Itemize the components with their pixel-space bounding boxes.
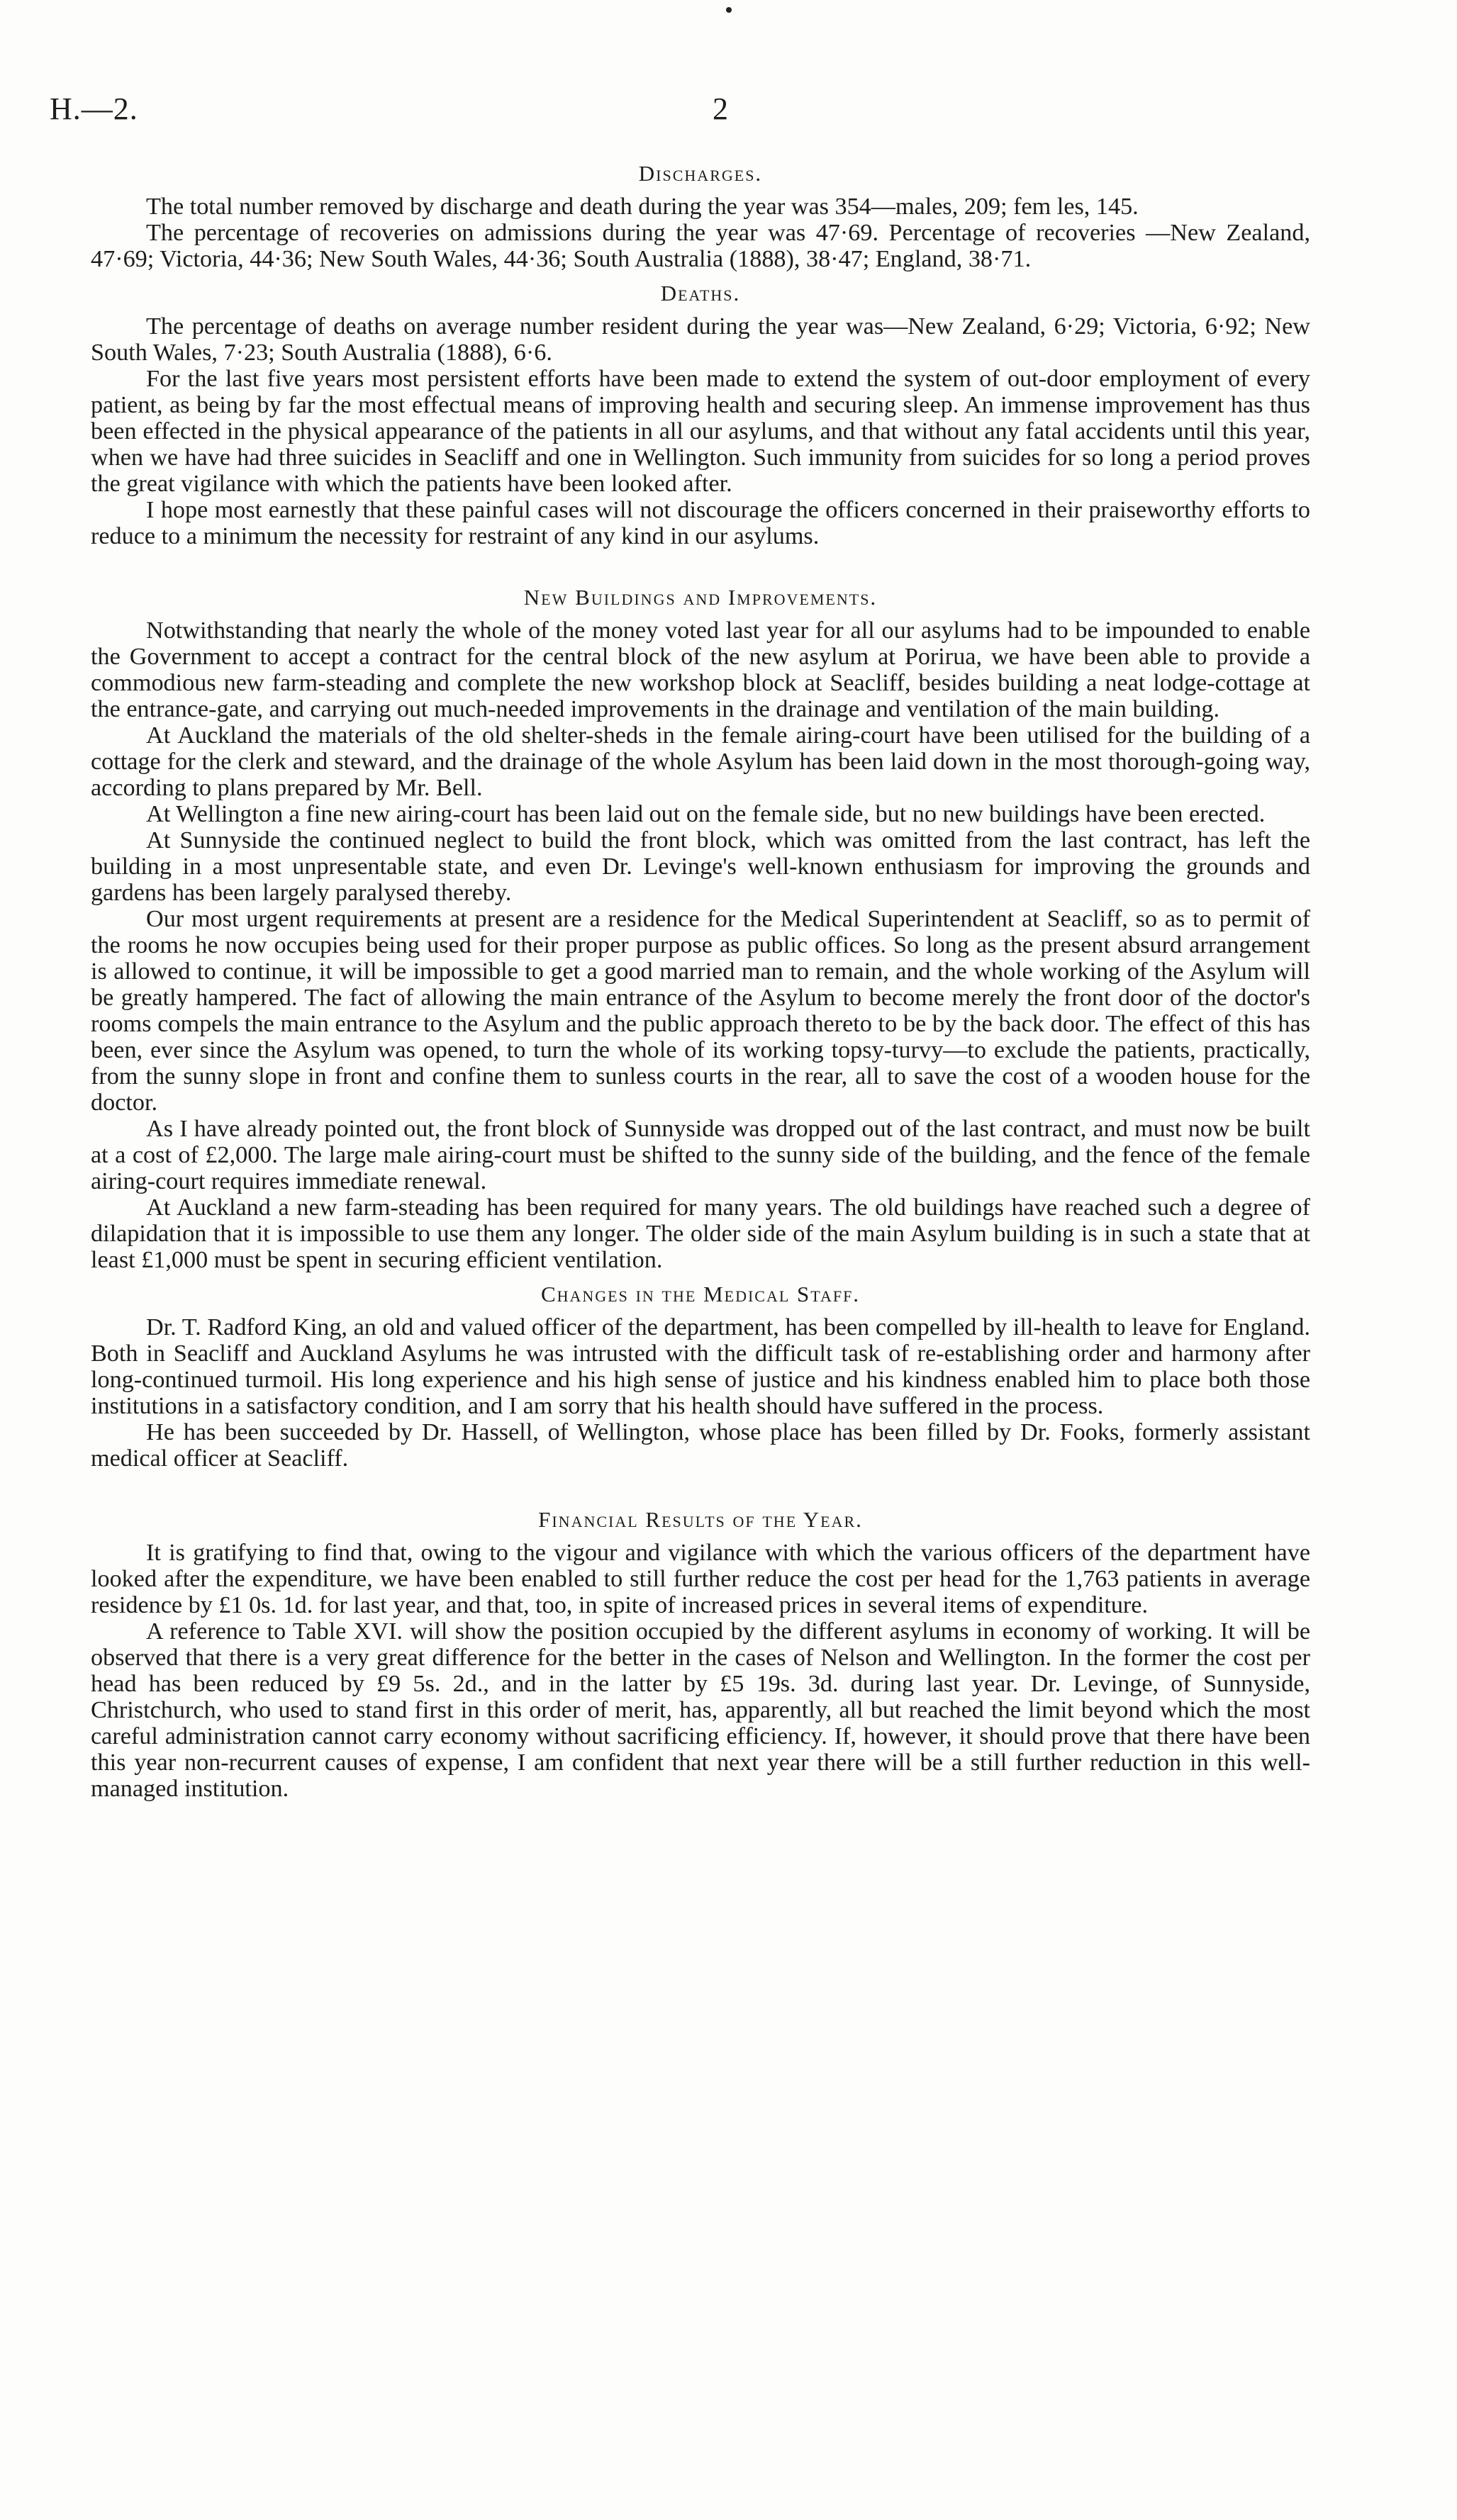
heading-new-buildings: New Buildings and Improvements. xyxy=(523,585,878,610)
page-number: 2 xyxy=(713,91,728,126)
paragraph: As I have already pointed out, the front block of Sunnyside was dropped out of the last contract, and must now be built at a cost of £2,000. The large male airing-court must be shifted to the sunny side of the building, and the fence of the female airing-court requires immediate renewal. xyxy=(91,1116,1310,1194)
paragraph: It is gratifying to find that, owing to the vigour and vigilance with which the various officers of the department have looked after the expenditure, we have been enabled to still further reduce the cost per head for the 1,763 patients in average residence by £1 0s. 1d. for last year, and that, too, in spite of increased prices in several items of expenditure. xyxy=(91,1540,1310,1618)
heading-discharges: Discharges. xyxy=(638,161,763,186)
paragraph: At Wellington a fine new airing-court has been laid out on the female side, but no new buildings have been erected. xyxy=(146,801,1266,827)
paragraph: At Auckland a new farm-steading has been required for many years. The old buildings have reached such a degree of dilapidation that it is impossible to use them any longer. The older side of the main Asylum building is in such a state that at least £1,000 must be spent in securing efficient ventilation. xyxy=(91,1194,1310,1273)
page-header xyxy=(50,91,1400,133)
paragraph: Dr. T. Radford King, an old and valued officer of the department, has been compelled by ill-health to leave for England. Both in Seacliff and Auckland Asylums he was intrusted with the difficult task of re-establishing order and harmony after long-continued turmoil. His long experience and his high sense of justice and his kindness enabled him to place both those institutions in a satisfactory condition, and I am sorry that his health should have suffered in the process. xyxy=(91,1314,1310,1419)
heading-financial-results: Financial Results of the Year. xyxy=(538,1507,863,1532)
paragraph: At Auckland the materials of the old shelter-sheds in the female airing-court have been utilised for the building of a cottage for the clerk and steward, and the drainage of the whole Asylum has been laid down in the most thorough-going way, according to plans prepared by Mr. Bell. xyxy=(91,722,1310,801)
paragraph: For the last five years most persistent efforts have been made to extend the system of out-door employment of every patient, as being by far the most effectual means of improving health and securing sleep. An immense improvement has thus been effected in the physical appearance of the patients in all our asylums, and that without any fatal accidents until this year, when we have had three suicides in Seacliff and one in Wellington. Such immunity from suicides for so long a period proves the great vigilance with which the patients have been looked after. xyxy=(91,366,1310,497)
document-body xyxy=(91,159,1310,1802)
paragraph: Our most urgent requirements at present are a residence for the Medical Superintendent at Seacliff, so as to permit of the rooms he now occupies being used for their proper purpose as public offices. So long as the present absurd arrangement is allowed to continue, it will be impossible to get a good married man to remain, and the whole working of the Asylum will be greatly hampered. The fact of allowing the main entrance of the Asylum to become merely the front door of the doctor's rooms compels the main entrance to the Asylum and the public approach thereto to be by the back door. The effect of this has been, ever since the Asylum was opened, to turn the whole of its working topsy-turvy—to exclude the patients, practically, from the sunny slope in front and confine them to sunless courts in the rear, all to save the cost of a wooden house for the doctor. xyxy=(91,906,1310,1116)
printer-mark xyxy=(726,7,732,13)
paragraph: Notwithstanding that nearly the whole of the money voted last year for all our asylums had to be impounded to enable the Government to accept a contract for the central block of the new asylum at Porirua, we have been able to provide a commodious new farm-steading and complete the new workshop block at Seacliff, besides building a neat lodge-cottage at the entrance-gate, and carrying out much-needed improvements in the drainage and ventilation of the main building. xyxy=(91,617,1310,722)
paragraph: A reference to Table XVI. will show the position occupied by the different asylums in economy of working. It will be observed that there is a very great difference for the better in the cases of Nelson and Wellington. In the former the cost per head has been reduced by £9 5s. 2d., and in the latter by £5 19s. 3d. during last year. Dr. Levinge, of Sunnyside, Christchurch, who used to stand first in this order of merit, has, apparently, all but reached the limit beyond which the most careful administration cannot carry economy without sacrificing efficiency. If, however, it should prove that there have been this year non-recurrent causes of expense, I am confident that next year there will be a still further reduction in this well-managed institution. xyxy=(91,1618,1310,1802)
paragraph: He has been succeeded by Dr. Hassell, of Wellington, whose place has been filled by Dr. Fooks, formerly assistant medical officer at Seacliff. xyxy=(91,1419,1310,1472)
heading-deaths: Deaths. xyxy=(660,281,741,306)
paragraph: The percentage of deaths on average number resident during the year was—New Zealand, 6·29; Victoria, 6·92; New South Wales, 7·23; South Australia (1888), 6·6. xyxy=(91,313,1310,366)
paragraph: The percentage of recoveries on admissions during the year was 47·69. Percentage of recoveries —New Zealand, 47·69; Victoria, 44·36; New South Wales, 44·36; South Australia (1888), 38·47; England, 38·71. xyxy=(91,220,1310,272)
document-reference: H.—2. xyxy=(50,91,138,126)
heading-medical-staff: Changes in the Medical Staff. xyxy=(540,1282,861,1306)
paragraph: The total number removed by discharge and death during the year was 354—males, 209; fem les, 145. xyxy=(146,194,1139,220)
paragraph: I hope most earnestly that these painful cases will not discourage the officers concerned in their praiseworthy efforts to reduce to a minimum the necessity for restraint of any kind in our asylums. xyxy=(91,497,1310,549)
paragraph: At Sunnyside the continued neglect to build the front block, which was omitted from the last contract, has left the building in a most unpresentable state, and even Dr. Levinge's well-known enthusiasm for improving the grounds and gardens has been largely paralysed thereby. xyxy=(91,827,1310,906)
